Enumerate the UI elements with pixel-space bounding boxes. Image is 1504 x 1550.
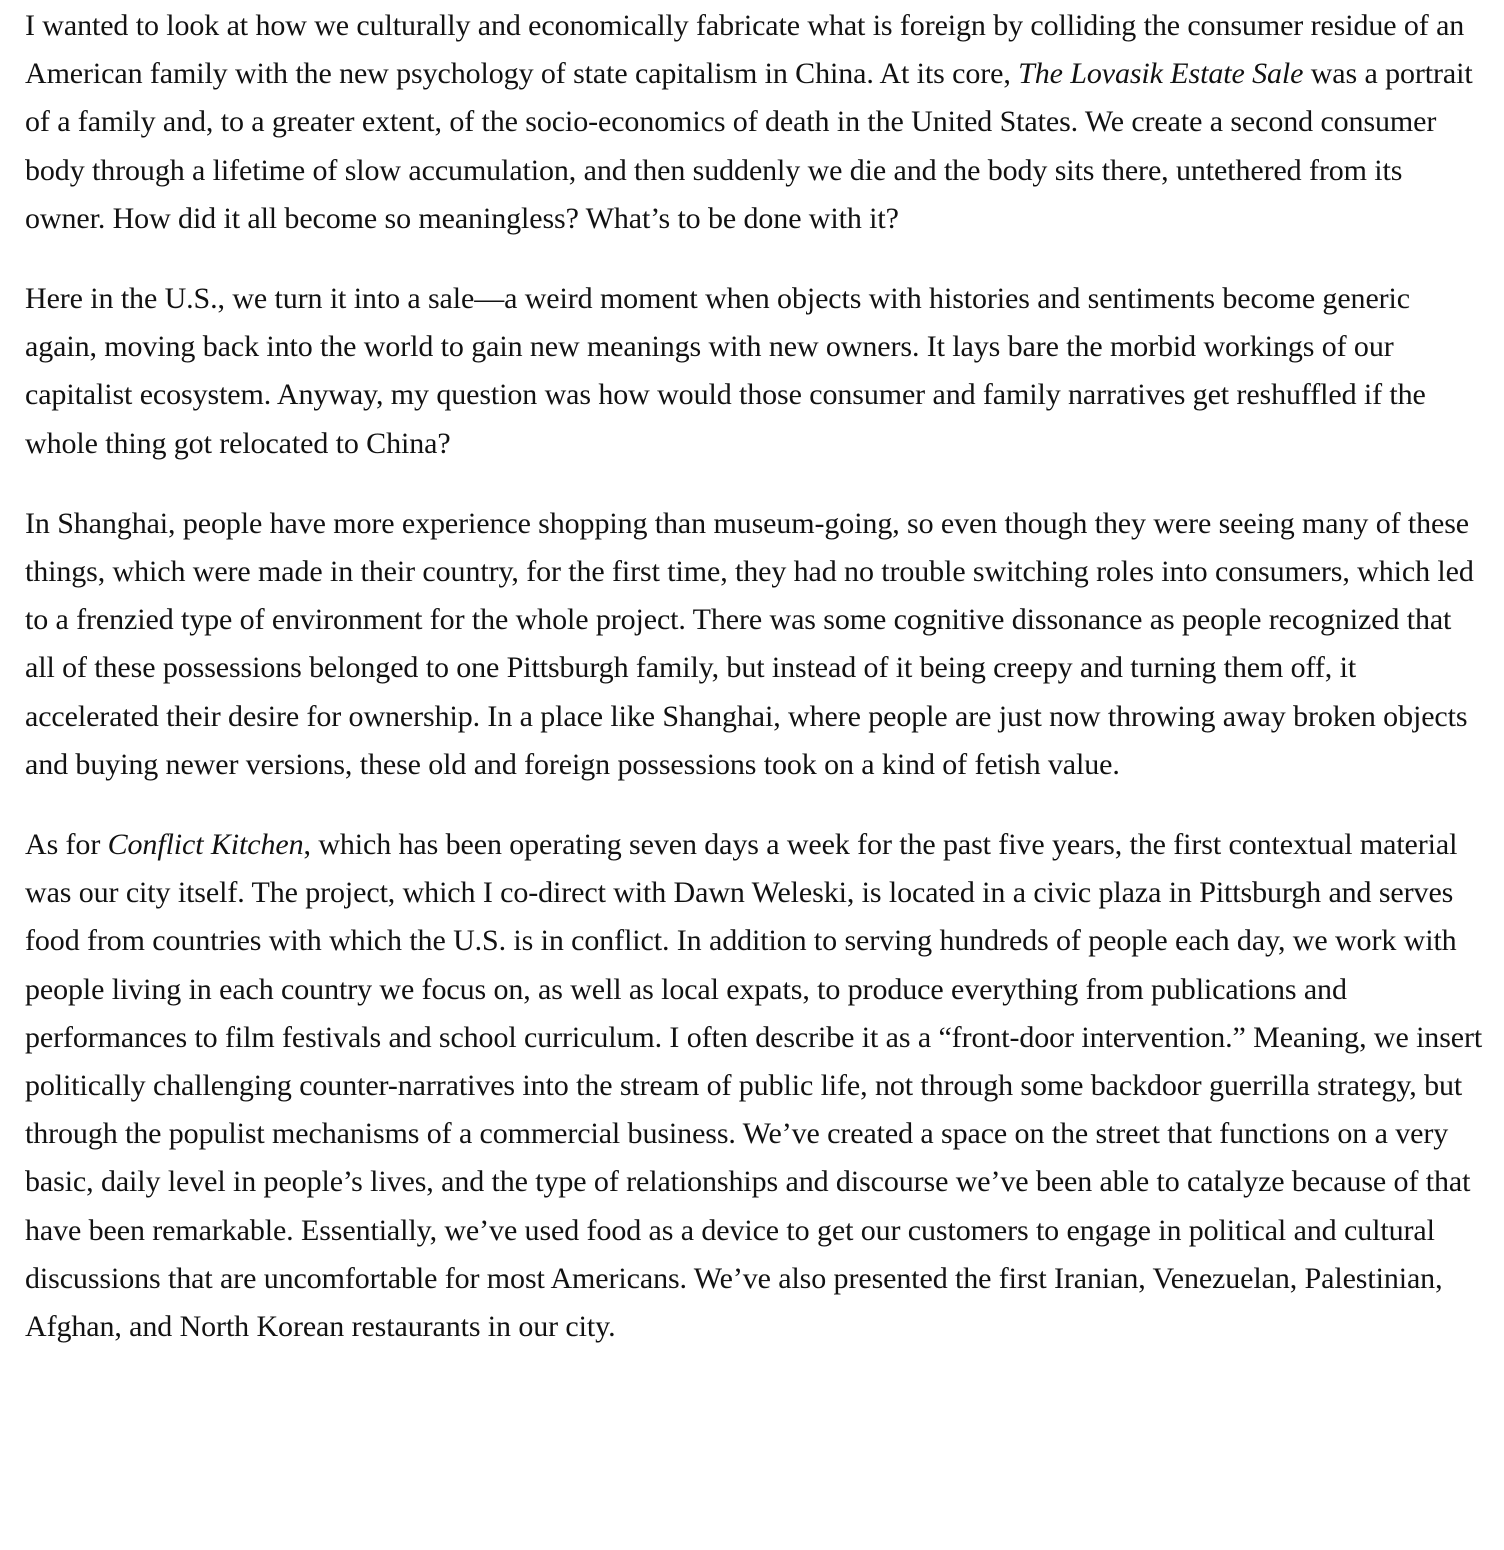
- paragraph-text: , which has been operating seven days a week for the past five years, the first contextual material was our city itself. The project, which I co-direct with Dawn Weleski, is located in a civic plaza in Pittsburgh and serves food from countries with which the U.S. is in conflict. In addition to serving hundreds of people each day, we work with people living in each country we focus on, as well as local expats, to produce everything from publications and performances to film festivals and school curriculum. I often describe it as a “front-door intervention.” Meaning, we insert politically challenging counter-narratives into the stream of public life, not through some backdoor guerrilla strategy, but through the populist mechanisms of a commercial business. We’ve created a space on the street that functions on a very basic, daily level in people’s lives, and the type of relationships and discourse we’ve been able to catalyze because of that have been remarkable. Essentially, we’ve used food as a device to get our customers to engage in political and cultural discussions that are uncomfortable for most Americans. We’ve also presented the first Iranian, Venezuelan, Palestinian, Afghan, and North Korean restaurants in our city.: [25, 828, 1483, 1344]
- paragraph-text: was a portrait of a family and, to a greater extent, of the socio-economics of death in the United States. We create a second consumer body through a lifetime of slow accumulation, and then suddenly we die and the body sits there, untethered from its owner. How did it all become so meaningless? What’s to be done with it?: [25, 57, 1473, 235]
- paragraph-text: In Shanghai, people have more experience shopping than museum-going, so even though they were seeing many of these things, which were made in their country, for the first time, they had no trouble switching roles into consumers, which led to a frenzied type of environment for the whole project. There was some cognitive dissonance as people recognized that all of these possessions belonged to one Pittsburgh family, but instead of it being creepy and turning them off, it accelerated their desire for ownership. In a place like Shanghai, where people are just now throwing away broken objects and buying newer versions, these old and foreign possessions took on a kind of fetish value.: [25, 506, 1474, 781]
- paragraph-2: [25, 275, 1487, 468]
- article-body: [25, 2, 1487, 1351]
- artwork-title-lovasik-estate-sale: The Lovasik Estate Sale: [1018, 57, 1304, 91]
- paragraph-text: Here in the U.S., we turn it into a sale—a weird moment when objects with histories and sentiments become generic again, moving back into the world to gain new meanings with new owners. It lays bare the morbid workings of our capitalist ecosystem. Anyway, my question was how would those consumer and family narratives get reshuffled if the whole thing got relocated to China?: [25, 282, 1426, 460]
- paragraph-4: [25, 821, 1487, 1351]
- paragraph-text: As for: [25, 828, 108, 862]
- paragraph-text: I wanted to look at how we culturally and economically fabricate what is foreign by colliding the consumer residue of an American family with the new psychology of state capitalism in China. At its core,: [25, 9, 1465, 91]
- paragraph-1: [25, 2, 1487, 243]
- paragraph-3: [25, 500, 1487, 789]
- artwork-title-conflict-kitchen: Conflict Kitchen: [107, 828, 304, 862]
